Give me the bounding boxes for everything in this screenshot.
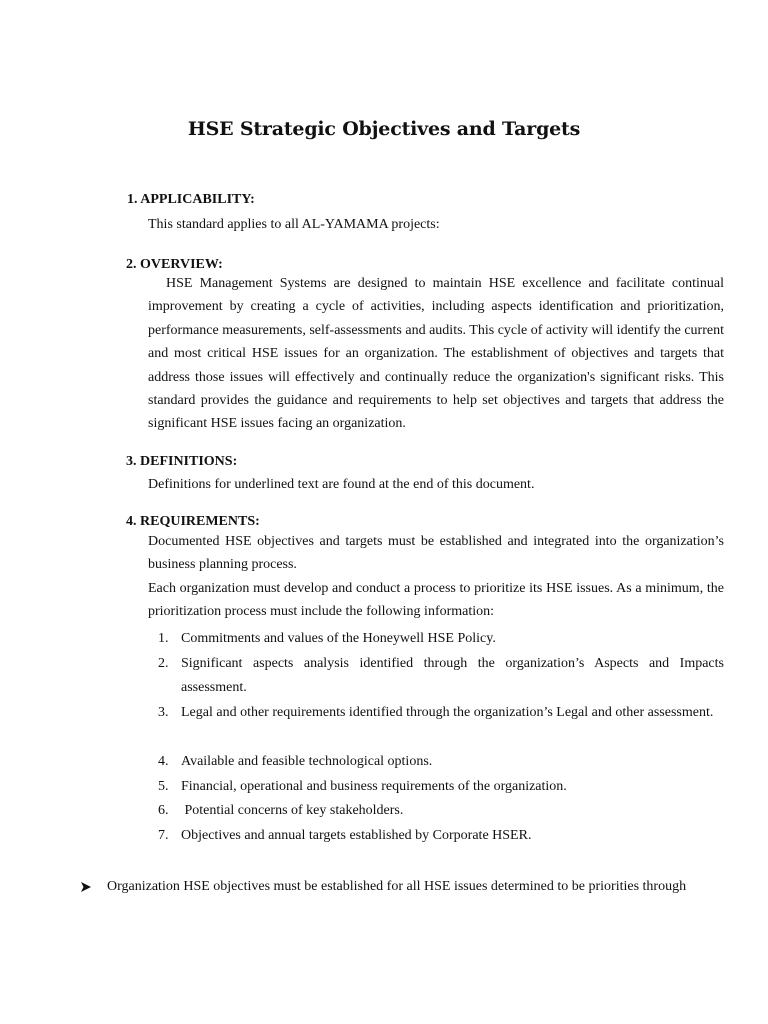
overview-paragraph: HSE Management Systems are designed to maintain HSE excellence and facilitate continual improvement by creating a cycle of activities, including aspects identification and prioritization, performance measurements, self-assessments and audits. This cycle of activity will identify the current and most critical HSE issues for an organization. The establishment of objectives and targets that address those issues will effectively and continually reduce the organization's significant risks. This standard provides the guidance and requirements to help set objectives and targets that address the significant HSE issues facing an organization. <box>148 276 724 432</box>
list-item-number: 7. <box>158 828 169 843</box>
list-item <box>158 799 724 823</box>
document-title: HSE Strategic Objectives and Targets <box>187 118 581 140</box>
list-item-number: 1. <box>158 631 169 646</box>
list-item <box>158 652 724 700</box>
list-item-text: Financial, operational and business requirements of the organization. <box>181 779 567 794</box>
list-item-text: Potential concerns of key stakeholders. <box>181 803 404 818</box>
list-item-number: 6. <box>158 803 169 818</box>
list-item <box>158 750 724 774</box>
section-heading-overview: 2. OVERVIEW: <box>126 257 223 272</box>
list-item <box>158 701 724 725</box>
list-item-text: Significant aspects analysis identified through the organization’s Aspects and Impacts assessment. <box>181 656 724 695</box>
requirements-paragraph-2: Each organization must develop and conduct a process to prioritize its HSE issues. As a minimum, the prioritization process must include the following information: <box>148 581 724 620</box>
list-item-text: Legal and other requirements identified through the organization’s Legal and other assessment. <box>181 705 714 720</box>
arrow-bullet-text: Organization HSE objectives must be established for all HSE issues determined to be priorities through <box>107 879 687 894</box>
requirements-paragraph-1: Documented HSE objectives and targets must be established and integrated into the organization’s business planning process. <box>148 534 724 573</box>
list-item-number: 3. <box>158 705 169 720</box>
list-item-text: Available and feasible technological options. <box>181 754 433 769</box>
definitions-text: Definitions for underlined text are found at the end of this document. <box>148 477 535 492</box>
list-item-number: 5. <box>158 779 169 794</box>
list-item-number: 2. <box>158 656 169 671</box>
list-item-number: 4. <box>158 754 169 769</box>
list-item <box>158 824 724 848</box>
list-item-text: Commitments and values of the Honeywell HSE Policy. <box>181 631 496 646</box>
list-item <box>158 627 724 651</box>
list-item-text: Objectives and annual targets established by Corporate HSER. <box>181 828 532 843</box>
section-heading-definitions: 3. DEFINITIONS: <box>126 454 238 469</box>
section-heading-requirements: 4. REQUIREMENTS: <box>126 514 260 529</box>
list-item <box>158 775 724 799</box>
applicability-text: This standard applies to all AL-YAMAMA projects: <box>148 217 440 232</box>
section-heading-applicability: 1. APPLICABILITY: <box>127 192 255 207</box>
